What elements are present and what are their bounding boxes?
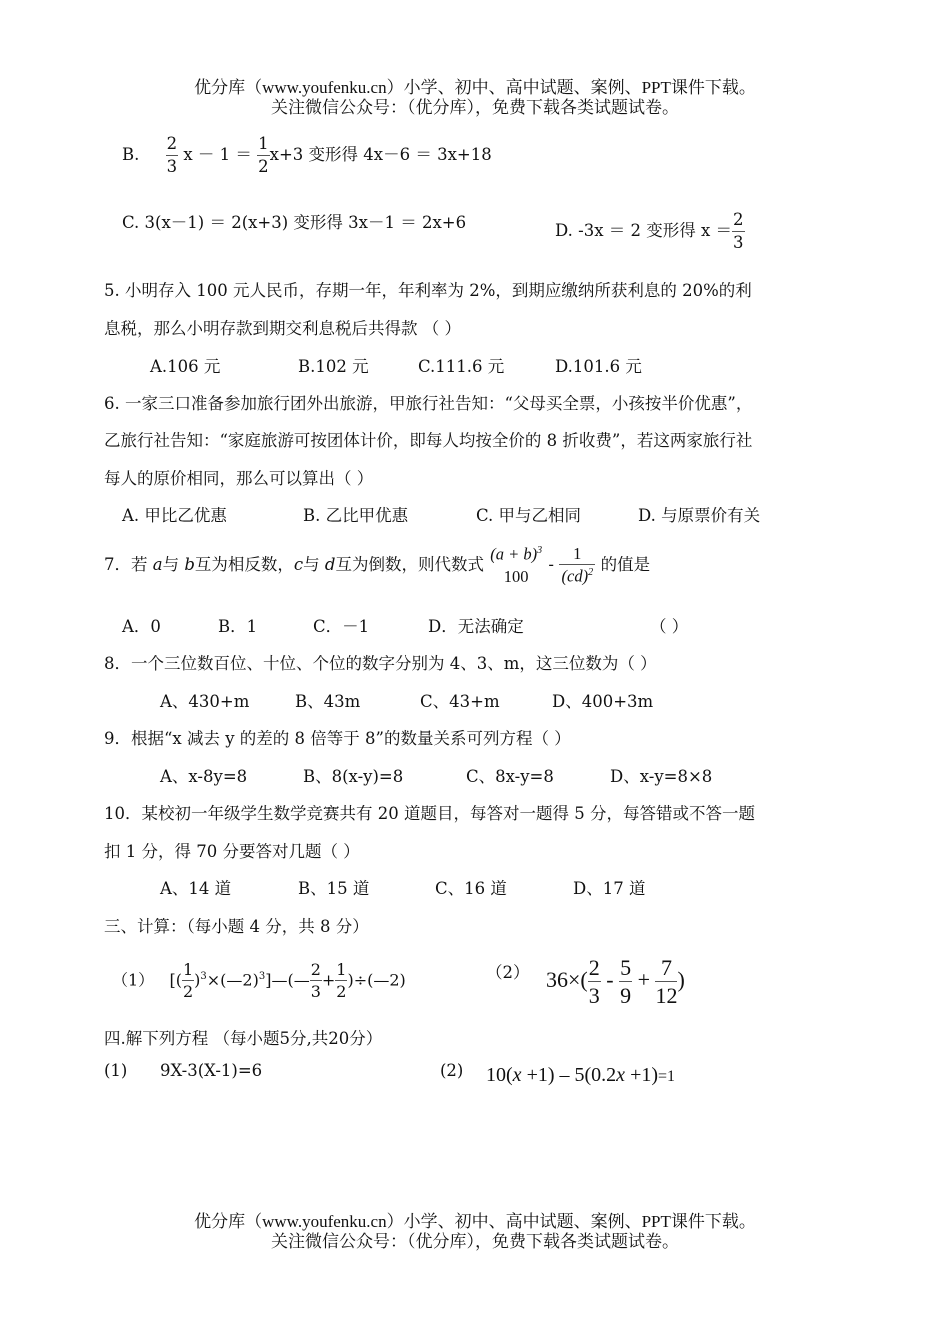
section-3-title: 三、计算：（每小题 4 分，共 8 分） bbox=[104, 917, 369, 936]
sec3-problem-1: （1） [( $\frac{1}{2}$ )$^3$×(—2)$^3$]—(— $\frac{2}{3}$ + $\frac{1}{2}$ )÷(—2) bbox=[112, 959, 406, 1001]
q9-option-d: D、x-y=8×8 bbox=[610, 767, 713, 786]
sec3-problem-2-label: （2） bbox=[486, 963, 530, 982]
q9-question: 9．根据“x 减去 y 的差的 8 倍等于 8”的数量关系可列方程（ ） bbox=[104, 729, 571, 748]
section-4-title: 四.解下列方程 （每小题5分,共20分） bbox=[104, 1029, 383, 1048]
header-bottom-line2: 关注微信公众号：（优分库），免费下载各类试题试卷。 bbox=[271, 1232, 679, 1251]
q4-option-b: B. $\frac{2}{3}$ x － 1 ＝ $\frac{1}{2}$ x+3 变形得 4x－6 ＝ 3x+18 bbox=[122, 134, 492, 176]
header-top-line1: 优分库（www.youfenku.cn）小学、初中、高中试题、案例、PPT课件下载。 bbox=[194, 78, 756, 97]
fraction: $\frac{1}{(cd)^2}$ bbox=[559, 546, 595, 586]
q4-option-d: D. -3x ＝ 2 变形得 x ＝ $\frac{2}{3}$ bbox=[555, 210, 744, 252]
q9-option-a: A、x-8y=8 bbox=[160, 767, 248, 786]
fraction: $\frac{2}{3}$ bbox=[733, 210, 744, 252]
header-bottom bbox=[0, 1212, 950, 1252]
sec3-problem-2: 36×( $\frac{2}{3}$ - $\frac{5}{9}$ + $\frac{7}{12}$ ) bbox=[546, 954, 685, 1008]
fraction: $\frac{2}{3}$ bbox=[166, 134, 178, 176]
sec4-problem-1-label: (1) bbox=[104, 1061, 128, 1080]
fraction: $\frac{1}{2}$ bbox=[258, 134, 269, 176]
q6-option-d: D. 与原票价有关 bbox=[638, 506, 761, 525]
sec4-problem-2-label: (2) bbox=[440, 1061, 464, 1080]
q5-line1: 5. 小明存入 100 元人民币，存期一年，年利率为 2%，到期应缴纳所获利息的 20%的利 bbox=[104, 281, 752, 300]
q10-line1: 10．某校初一年级学生数学竞赛共有 20 道题目，每答对一题得 5 分，每答错或不答一题 bbox=[104, 804, 755, 823]
fraction: $(a + b)^3$ 100 bbox=[490, 544, 543, 586]
q6-line1: 6. 一家三口准备参加旅行团外出旅游，甲旅行社告知：“父母买全票，小孩按半价优惠”， bbox=[104, 394, 753, 413]
q6-option-b: B. 乙比甲优惠 bbox=[303, 506, 409, 525]
q6-option-a: A. 甲比乙优惠 bbox=[122, 506, 227, 525]
fraction: $\frac{1}{2}$ bbox=[182, 959, 194, 1001]
q4-option-c: C. 3(x－1) ＝ 2(x+3) 变形得 3x－1 ＝ 2x+6 bbox=[122, 213, 467, 232]
q8-option-d: D、400+3m bbox=[552, 692, 654, 711]
q7-option-b: B．1 bbox=[218, 617, 258, 636]
q5-option-c: C.111.6 元 bbox=[418, 357, 505, 376]
sec4-problem-1: 9X-3(X-1)=6 bbox=[160, 1061, 263, 1080]
fraction: $\frac{7}{12}$ bbox=[655, 954, 678, 1008]
header-bottom-line1: 优分库（www.youfenku.cn）小学、初中、高中试题、案例、PPT课件下载。 bbox=[194, 1212, 756, 1231]
q9-option-b: B、8(x-y)=8 bbox=[303, 767, 404, 786]
q10-line2: 扣 1 分，得 70 分要答对几题（ ） bbox=[104, 842, 360, 861]
sec4-problem-2: 10(x +1) – 5(0.2x +1)=1 bbox=[486, 1064, 676, 1086]
header-top bbox=[0, 78, 950, 118]
q10-option-b: B、15 道 bbox=[298, 879, 370, 898]
q10-option-c: C、16 道 bbox=[435, 879, 507, 898]
q5-option-a: A.106 元 bbox=[150, 357, 221, 376]
q10-option-d: D、17 道 bbox=[573, 879, 646, 898]
q7-question: 7．若 a与 b互为相反数，c与 d互为倒数，则代数式 $(a + b)^3$ 100 - $\frac{1}{(cd)^2}$ 的值是 bbox=[104, 543, 651, 586]
fraction: $\frac{2}{3}$ bbox=[310, 959, 321, 1001]
fraction: $\frac{2}{3}$ bbox=[588, 954, 600, 1008]
q10-option-a: A、14 道 bbox=[160, 879, 232, 898]
header-top-line2: 关注微信公众号：（优分库），免费下载各类试题试卷。 bbox=[271, 98, 679, 117]
q8-option-b: B、43m bbox=[295, 692, 361, 711]
q5-line2: 息税，那么小明存款到期交利息税后共得款 （ ） bbox=[104, 319, 461, 338]
q6-line3: 每人的原价相同，那么可以算出（ ） bbox=[104, 469, 374, 488]
q7-answer-bracket: （ ） bbox=[650, 617, 689, 636]
q6-option-c: C. 甲与乙相同 bbox=[476, 506, 582, 525]
q6-line2: 乙旅行社告知：“家庭旅游可按团体计价，即每人均按全价的 8 折收费”，若这两家旅行社 bbox=[104, 431, 753, 450]
q7-option-d: D．无法确定 bbox=[428, 617, 524, 636]
q9-option-c: C、8x-y=8 bbox=[466, 767, 554, 786]
q7-option-a: A．0 bbox=[122, 617, 161, 636]
q8-question: 8．一个三位数百位、十位、个位的数字分别为 4、3、m，这三位数为（ ） bbox=[104, 654, 657, 673]
q8-option-a: A、430+m bbox=[160, 692, 250, 711]
q7-option-c: C．－1 bbox=[313, 617, 370, 636]
q5-option-b: B.102 元 bbox=[298, 357, 369, 376]
q8-option-c: C、43+m bbox=[420, 692, 500, 711]
q5-option-d: D.101.6 元 bbox=[555, 357, 642, 376]
fraction: $\frac{5}{9}$ bbox=[620, 954, 632, 1008]
fraction: $\frac{1}{2}$ bbox=[336, 959, 347, 1001]
